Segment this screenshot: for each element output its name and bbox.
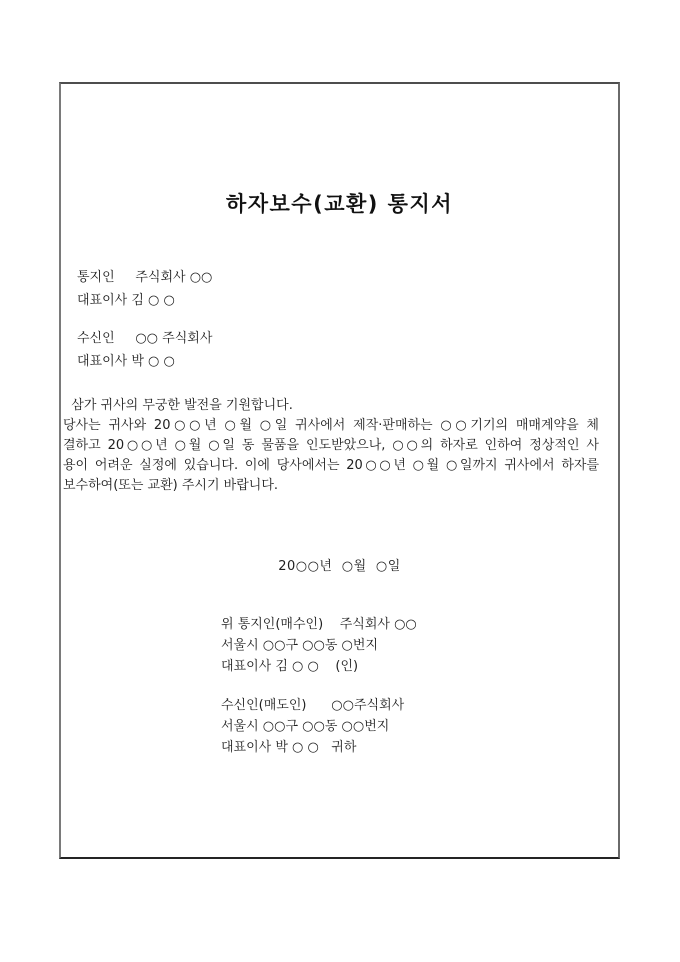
document-title: 하자보수(교환) 통지서 <box>225 192 454 216</box>
recipient-signature-address: 서울시 ○○구 ○○동 ○○번지 <box>221 719 390 734</box>
notifier-signature-ceo: 대표이사 김 ○ ○ (인) <box>221 659 359 674</box>
recipient-signature-ceo: 대표이사 박 ○ ○ 귀하 <box>221 740 357 755</box>
date-line: 20○○년 ○월 ○일 <box>278 559 401 574</box>
notifier-signature-address: 서울시 ○○구 ○○동 ○번지 <box>221 638 379 653</box>
body-paragraph <box>63 396 599 496</box>
parties-block <box>77 266 618 373</box>
recipient-line: 수신인 ○○ 주식회사 <box>77 331 213 346</box>
notifier-line: 통지인 주식회사 ○○ <box>77 270 213 285</box>
body-line: 삼가 귀사의 무궁한 발전을 기원합니다. <box>63 398 293 413</box>
notifier-signature-name: 위 통지인(매수인) 주식회사 ○○ <box>221 617 417 632</box>
notifier-signature-block <box>221 614 618 677</box>
body-line: 당사는 귀사와 20○○년 ○월 ○일 귀사에서 제작·판매하는 ○○기기의 매매계약을 체 <box>63 418 599 433</box>
body-line: 용이 어려운 실정에 있습니다. 이에 당사에서는 20○○년 ○월 ○일까지 귀사에서 하자를 <box>63 458 599 473</box>
party-gap <box>77 312 618 327</box>
body-line: 보수하여(또는 교환) 주시기 바랍니다. <box>63 478 279 493</box>
recipient-ceo-line: 대표이사 박 ○ ○ <box>77 354 175 369</box>
recipient-signature-block <box>221 695 618 758</box>
body-line: 결하고 20○○년 ○월 ○일 동 물품을 인도받았으나, ○○의 하자로 인하여 정상적인 사 <box>63 438 599 453</box>
notifier-ceo-line: 대표이사 김 ○ ○ <box>77 293 175 308</box>
recipient-signature-name: 수신인(매도인) ○○주식회사 <box>221 698 405 713</box>
document-page <box>59 82 620 859</box>
